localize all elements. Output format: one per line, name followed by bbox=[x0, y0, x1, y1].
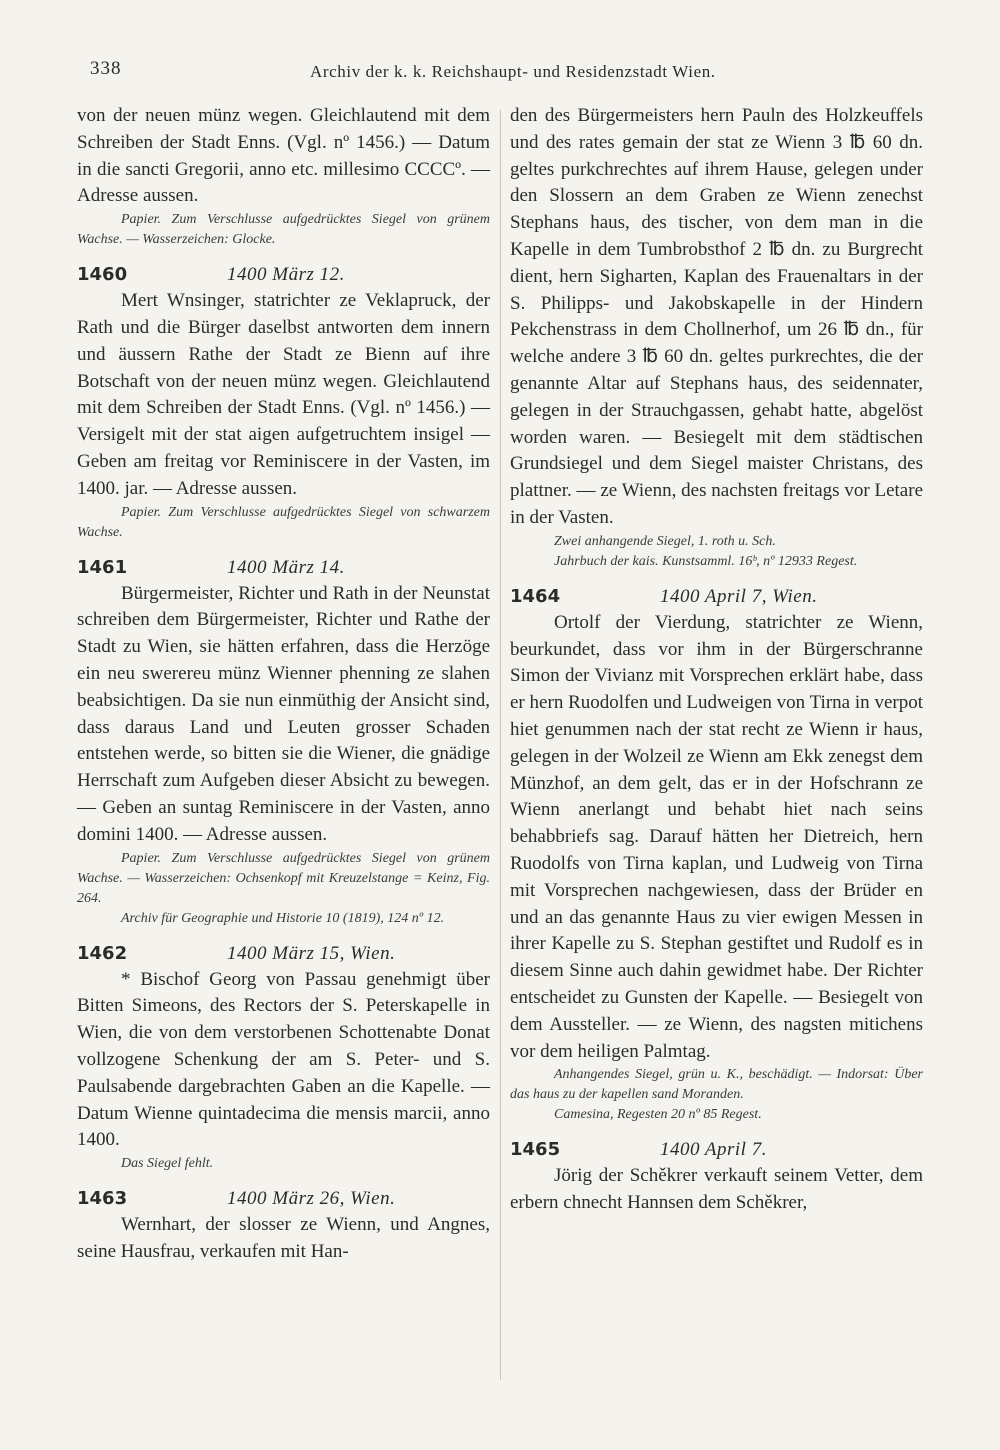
entry-1465-header bbox=[510, 1139, 923, 1161]
entry-1464-reference: Camesina, Regesten 20 nº 85 Regest. bbox=[554, 1107, 762, 1123]
continued-entry-text: den des Bürgermeisters hern Pauln des Holzkeuffels und des rates gemain der stat ze Wienn 3 ℔ 60 dn. geltes purkchrechtes auf ihrem Hause, gelegen under den Slossern an dem Graben ze Wienn zenechst Stephans haus, des tischer, von dem man in die Kapelle in dem Tumbrobsthof 2 ℔ dn. zu Burgrecht dient, hern Sigharten, Kaplan des Frauenaltars in der S. Philipps- und Jakobskapelle in der Hindern Pekchenstrass in dem Chollnerhof, um 26 ℔ dn., für welche andere 3 ℔ 60 dn. geltes purkrechtes, die der genannte Altar auf Stephans haus, des seidennater, gelegen in der Strauchgassen, gehabt hatte, abgelöst worden waren. — Besiegelt mit dem städtischen Grundsiegel und dem Siegel maister Christans, des plattner. — ze Wienn, des nachsten freitags vor Letare in der Vasten. bbox=[510, 105, 923, 528]
column-divider bbox=[500, 110, 501, 1380]
entry-number: 1460 bbox=[77, 264, 128, 286]
entry-1460-text: Mert Wnsinger, statrichter ze Veklapruck, der Rath und die Bürger daselbst antworten dem innern und äussern Rathe der Stadt ze Bienn auf ihre Botschaft von der neuen münz wegen. Gleichlautend mit dem Schreiben der Stadt Enns. (Vgl. nº 1456.) — Versigelt mit der stat aigen aufgetruchtem insigel — Geben am freitag vor Reminiscere in der Vasten, im 1400. jar. — Adresse aussen. bbox=[77, 290, 490, 499]
entry-1461-header bbox=[77, 557, 490, 579]
entry-date: 1400 März 26, Wien. bbox=[227, 1188, 396, 1210]
entry-date: 1400 März 15, Wien. bbox=[227, 942, 396, 964]
entry-1461-text: Bürgermeister, Richter und Rath in der Neunstat schreiben dem Bürgermeister, Richter und Rathe der Stadt zu Wien, sie hätten erfahren, dass die Herzöge ein neu swerereu münz Wienner phenning ze slahen beabsichtigen. Da sie nun einmüthig der Ansicht sind, dass daraus Land und Leuten grosser Schaden entstehen werde, so bitten sie die Wiener, die gnädige Herrschaft zum Aufgeben dieser Absicht zu bewegen. — Geben an suntag Reminiscere in der Vasten, anno domini 1400. — Adresse aussen. bbox=[77, 582, 490, 845]
entry-1464-note: Anhangendes Siegel, grün u. K., beschädigt. — Indorsat: Über das haus zu der kapellen sand Moranden. bbox=[510, 1067, 923, 1103]
entry-number: 1464 bbox=[510, 585, 561, 607]
entry-1464-header bbox=[510, 586, 923, 608]
entry-1463-text: Wernhart, der slosser ze Wienn, und Angnes, seine Hausfrau, verkaufen mit Han- bbox=[77, 1214, 490, 1262]
entry-1461-note: Papier. Zum Verschlusse aufgedrücktes Siegel von grünem Wachse. — Wasserzeichen: Ochsenkopf mit Kreuzelstange = Keinz, Fig. 264. bbox=[77, 850, 490, 906]
entry-date: 1400 März 12. bbox=[227, 264, 345, 286]
entry-number: 1461 bbox=[77, 556, 128, 578]
entry-1462-header bbox=[77, 943, 490, 965]
entry-date: 1400 März 14. bbox=[227, 556, 345, 578]
entry-1460-header bbox=[77, 264, 490, 286]
entry-number: 1465 bbox=[510, 1139, 561, 1161]
entry-1464-text: Ortolf der Vierdung, statrichter ze Wienn, beurkundet, dass vor ihm in der Bürgerschranne Simon der Vivianz mit Vorsprechen erklärt habe, dass er hern Ruodolfen und Ludweigen von Tirna in verpot hiet genummen nach der stat recht ze Wienn ir haus, gelegen in der Wolzeil ze Wienn am Ekk zenegst dem Münzhof, an dem gelt, das er in der Hofschrann ze Wienn anerlangt und behabt hiet nach seins behabbriefs sag. Darauf hätten her Dietreich, hern Ruodolfs von Tirna kaplan, und Ludweig von Tirna mit Vorsprechen nachgewiesen, dass der Brüder en und an das genannte Haus zu vier ewigen Messen in ihrer Kapelle zu S. Stephan gestiftet und Rudolf es in diesem Sinne auch dahin gewidmet habe. Der Richter entscheidet zu Gunsten der Kapelle. — Besiegelt von dem Aussteller. — ze Wienn, des nagsten mitichens vor dem heiligen Palmtag. bbox=[510, 611, 923, 1062]
left-column bbox=[77, 103, 490, 1266]
entry-1463-header bbox=[77, 1188, 490, 1210]
continued-entry-reference: Jahrbuch der kais. Kunstsamml. 16ᵇ, nº 12933 Regest. bbox=[554, 553, 858, 569]
entry-1461-reference: Archiv für Geographie und Historie 10 (1819), 124 nº 12. bbox=[121, 910, 445, 926]
page-header bbox=[0, 58, 1000, 88]
entry-date: 1400 April 7, Wien. bbox=[660, 585, 818, 607]
entry-1462-text: * Bischof Georg von Passau genehmigt über Bitten Simeons, des Rectors der S. Peterskapelle in Wien, die von dem verstorbenen Schottenabte Donat vollzogene Schenkung der am S. Peter- und S. Paulsabende dargebrachten Gaben an die Kapelle. — Datum Wienne quintadecima die mensis marcii, anno 1400. bbox=[77, 968, 490, 1151]
continued-entry-note: Zwei anhangende Siegel, 1. roth u. Sch. bbox=[554, 533, 776, 549]
entry-1465-text: Jörig der Schěkrer verkauft seinem Vetter, dem erbern chnecht Hannsen dem Schěkrer, bbox=[510, 1165, 923, 1214]
continued-entry-text: von der neuen münz wegen. Gleichlautend mit dem Schreiben der Stadt Enns. (Vgl. nº 1456.) — Datum in die sancti Gregorii, anno etc. millesimo CCCCº. — Adresse aussen. bbox=[77, 105, 490, 207]
continued-entry-note: Papier. Zum Verschlusse aufgedrücktes Siegel von grünem Wachse. — Wasserzeichen: Glocke. bbox=[77, 212, 490, 248]
entry-1462-note: Das Siegel fehlt. bbox=[121, 1156, 214, 1172]
entry-number: 1462 bbox=[77, 942, 128, 964]
right-column bbox=[510, 103, 923, 1217]
running-title: Archiv der k. k. Reichshaupt- und Residenzstadt Wien. bbox=[310, 62, 716, 81]
entry-number: 1463 bbox=[77, 1188, 128, 1210]
entry-date: 1400 April 7. bbox=[660, 1139, 767, 1161]
entry-1460-note: Papier. Zum Verschlusse aufgedrücktes Siegel von schwarzem Wachse. bbox=[77, 504, 490, 540]
page-number: 338 bbox=[90, 58, 122, 79]
